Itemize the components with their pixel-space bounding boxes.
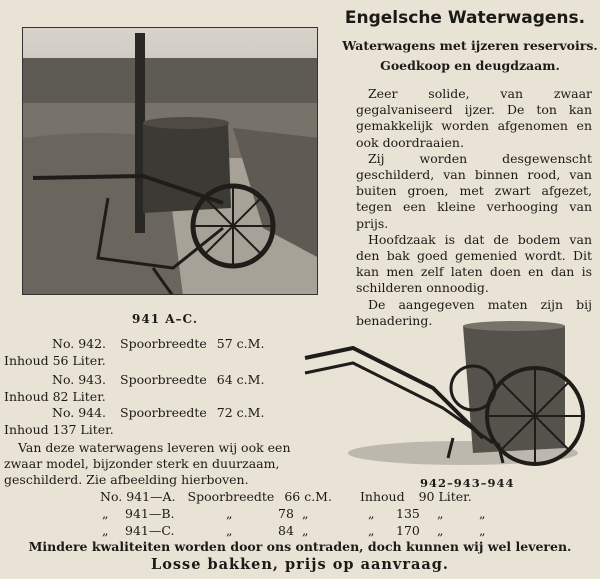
spec-track-label: Spoorbreedte [120,336,207,351]
page-title: Engelsche Waterwagens. [344,8,586,28]
spec-number: No. 942. [52,336,107,351]
spec-line [52,372,264,387]
subtitle: Goedkoop en deugdzaam. [380,58,560,73]
table-track-label: Spoorbreedte [187,489,275,504]
table-capacity: 135 [396,506,420,521]
table-ditto: „ [226,506,233,521]
spec-line [52,336,264,351]
table-capacity: 90 Liter. [418,489,472,504]
spec-track: 72 c.M. [216,405,265,420]
description [356,86,592,329]
spec-number: No. 944. [52,405,107,420]
spec-track-label: Spoorbreedte [120,372,207,387]
spec-capacity: Inhoud 82 Liter. [4,389,106,404]
footer-price-note: Losse bakken, prijs op aanvraag. [151,556,449,573]
table-ditto: „ [437,523,444,538]
table-track: 84 [278,523,294,538]
illustration-caption: 942–943–944 [420,476,515,490]
table-ditto: „ [226,523,233,538]
table-row [100,489,472,504]
table-number: No. 941—A. [100,489,176,504]
table-ditto: „ [102,506,109,521]
paragraph: Hoofdzaak is dat de bodem van den bak goed gemenied wordt. Dit kan men zelf laten doen en dan is schilderen onnoodig. [356,231,592,296]
table-ditto: „ [302,506,309,521]
spec-track: 57 c.M. [216,336,265,351]
table-ditto: „ [479,523,486,538]
table-number: 941—B. [125,506,175,521]
table-cap-label: Inhoud [359,489,405,504]
paragraph: De aangegeven maten zijn bij benadering. [356,296,592,328]
subtitle: Waterwagens met ijzeren reservoirs. [342,38,598,53]
product-photo [22,27,318,295]
table-ditto: „ [368,523,375,538]
photo-caption: 941 A–C. [132,312,199,326]
spec-line [52,405,264,420]
spec-capacity: Inhoud 56 Liter. [4,353,106,368]
table-number: 941—C. [125,523,175,538]
table-ditto: „ [102,523,109,538]
spec-track-label: Spoorbreedte [120,405,207,420]
product-illustration [303,318,595,478]
table-track: 78 [278,506,294,521]
paragraph: Zij worden desgewenscht geschilderd, van binnen rood, van buiten groen, met zwart afgezet, tegen een kleine verhooging van prijs. [356,150,592,231]
table-ditto: „ [302,523,309,538]
heavy-model-line: zwaar model, bijzonder sterk en duurzaam, [4,456,280,471]
paragraph: Zeer solide, van zwaar gegalvaniseerd ijzer. De ton kan gemakkelijk worden afgenomen en ook doordraaien. [356,86,592,150]
spec-number: No. 943. [52,372,107,387]
heavy-model-line: geschilderd. Zie afbeelding hierboven. [4,472,249,487]
table-capacity: 170 [396,523,420,538]
spec-track: 64 c.M. [216,372,265,387]
spec-capacity: Inhoud 137 Liter. [4,422,114,437]
table-track: 66 c.M. [284,489,332,504]
table-ditto: „ [368,506,375,521]
table-ditto: „ [479,506,486,521]
footer-note: Mindere kwaliteiten worden door ons ontraden, doch kunnen wij wel leveren. [28,539,572,554]
table-ditto: „ [437,506,444,521]
heavy-model-line: Van deze waterwagens leveren wij ook een [18,440,291,455]
